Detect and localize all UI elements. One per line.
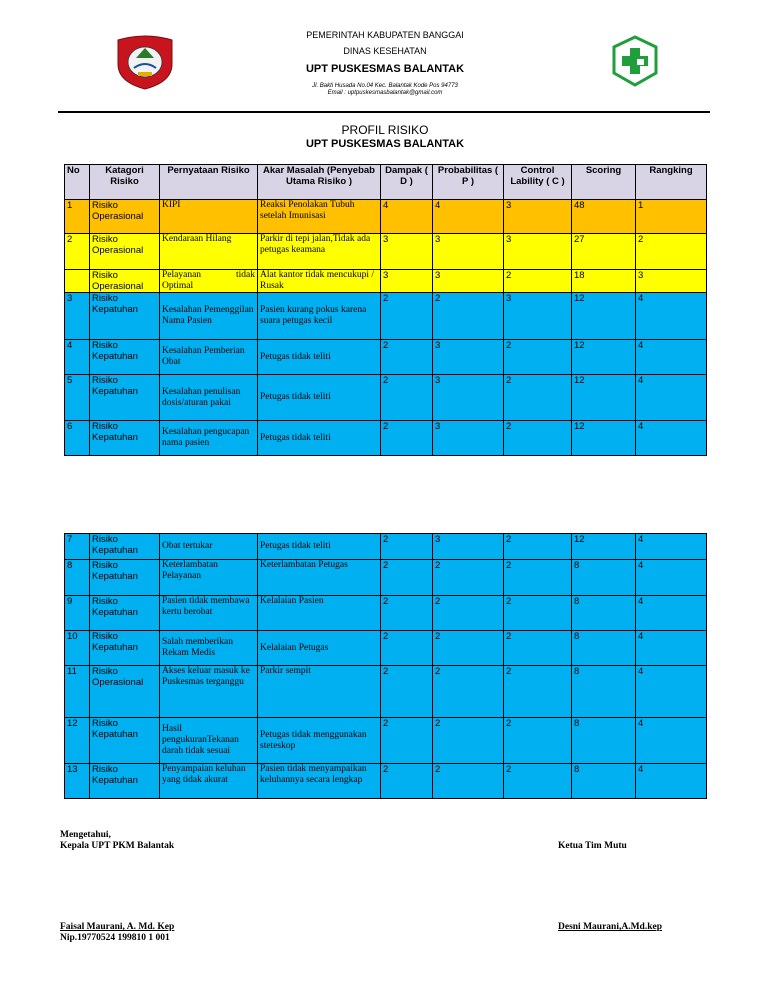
col-header-akar: Akar Masalah (Penyebab Utama Risiko ): [258, 165, 381, 200]
col-header-rangking: Rangking: [636, 165, 707, 200]
cell-p: 3: [433, 340, 504, 375]
cell-c: 2: [504, 560, 572, 596]
cell-d: 3: [381, 234, 433, 270]
cell-pernyataan: Kendaraan Hilang: [160, 234, 258, 270]
cell-rank: 2: [636, 234, 707, 270]
cell-rank: 4: [636, 534, 707, 560]
cell-pernyataan: KIPI: [160, 200, 258, 234]
cell-pernyataan: Pasien tidak membawa kertu berobat: [160, 596, 258, 631]
cell-kategori: Risiko Kepatuhan: [90, 631, 160, 666]
cell-p: 3: [433, 534, 504, 560]
header-line2: DINAS KESEHATAN: [343, 46, 427, 56]
cell-no: 13: [65, 764, 90, 799]
cell-score: 12: [572, 534, 636, 560]
cell-score: 8: [572, 560, 636, 596]
cell-akar: Pasien tidak menyampaikan keluhannya secara lengkap: [258, 764, 381, 799]
page-title: PROFIL RISIKO: [341, 123, 429, 137]
cell-pernyataan: Keterlambatan Pelayanan: [160, 560, 258, 596]
header-line1: PEMERINTAH KABUPATEN BANGGAI: [306, 30, 464, 40]
cell-rank: 4: [636, 596, 707, 631]
cell-p: 3: [433, 375, 504, 421]
cell-d: 2: [381, 718, 433, 764]
cell-c: 3: [504, 293, 572, 340]
cell-akar: Parkir di tepi jalan,Tidak ada petugas keamana: [258, 234, 381, 270]
col-header-kategori: Katagori Risiko: [90, 165, 160, 200]
cell-rank: 4: [636, 375, 707, 421]
cell-pernyataan: Kesalahan pengucapan nama pasien: [160, 421, 258, 456]
cell-d: 2: [381, 293, 433, 340]
cell-d: 2: [381, 340, 433, 375]
cell-no: 8: [65, 560, 90, 596]
cell-p: 3: [433, 234, 504, 270]
table-row: [65, 293, 707, 340]
cell-p: 3: [433, 421, 504, 456]
cell-c: 2: [504, 631, 572, 666]
cell-c: 2: [504, 270, 572, 293]
cell-pernyataan: Kesalahan penulisan dosis/aturan pakai: [160, 375, 258, 421]
cell-no: 5: [65, 375, 90, 421]
cell-score: 8: [572, 631, 636, 666]
cell-score: 12: [572, 375, 636, 421]
cell-pernyataan: Salah memberikan Rekam Medis: [160, 631, 258, 666]
table-row: [65, 560, 707, 596]
table-row: [65, 375, 707, 421]
cell-akar: Alat kantor tidak mencukupi / Rusak: [258, 270, 381, 293]
cell-c: 2: [504, 666, 572, 718]
table-row: [65, 234, 707, 270]
table-row: [65, 340, 707, 375]
cell-rank: 4: [636, 293, 707, 340]
cell-no: [65, 270, 90, 293]
cell-rank: 4: [636, 560, 707, 596]
cell-p: 2: [433, 596, 504, 631]
header-address: Jl. Bakti Husada No.04 Kec. Balantak Kode Pos 94773: [312, 83, 458, 89]
cell-rank: 1: [636, 200, 707, 234]
cell-pernyataan: Penyampaian keluhan yang tidak akurat: [160, 764, 258, 799]
sig-right-name: Desni Maurani,A.Md.kep: [558, 922, 662, 932]
cell-score: 18: [572, 270, 636, 293]
cell-d: 2: [381, 375, 433, 421]
cell-p: 2: [433, 293, 504, 340]
table-row: [65, 421, 707, 456]
cell-rank: 4: [636, 764, 707, 799]
cell-d: 2: [381, 560, 433, 596]
table-row: [65, 200, 707, 234]
banggai-crest-logo: [114, 34, 176, 90]
cell-p: 2: [433, 666, 504, 718]
risk-table-2: [64, 533, 707, 799]
cell-p: 2: [433, 631, 504, 666]
sig-left-nip: Nip.19770524 199810 1 001: [60, 933, 170, 943]
cell-d: 2: [381, 534, 433, 560]
cell-akar: Pasien kurang pokus karena suara petugas kecil: [258, 293, 381, 340]
cell-score: 27: [572, 234, 636, 270]
cell-d: 2: [381, 764, 433, 799]
col-header-scoring: Scoring: [572, 165, 636, 200]
cell-pernyataan: Akses keluar masuk ke Puskesmas terganggu: [160, 666, 258, 718]
cell-c: 2: [504, 718, 572, 764]
col-header-control: Control Lability ( C ): [504, 165, 572, 200]
table-row: [65, 596, 707, 631]
cell-pernyataan: Obat tertukar: [160, 534, 258, 560]
cell-score: 12: [572, 421, 636, 456]
cell-kategori: Risiko Operasional: [90, 270, 160, 293]
cell-no: 10: [65, 631, 90, 666]
sig-left-line1: Mengetahui,: [60, 830, 111, 840]
cell-akar: Kelalaian Pasien: [258, 596, 381, 631]
cell-score: 12: [572, 340, 636, 375]
header-email: Email : uptpuskesmasbalantak@gmail.com: [327, 90, 443, 96]
sig-left-name: Faisal Maurani, A. Md. Kep: [60, 922, 175, 932]
cell-no: 2: [65, 234, 90, 270]
cell-kategori: Risiko Kepatuhan: [90, 534, 160, 560]
cell-score: 8: [572, 596, 636, 631]
table-row: [65, 718, 707, 764]
cell-akar: Parkir sempit: [258, 666, 381, 718]
puskesmas-logo: [610, 35, 660, 87]
cell-score: 48: [572, 200, 636, 234]
header-divider: [58, 111, 710, 113]
cell-kategori: Risiko Operasional: [90, 234, 160, 270]
cell-akar: Petugas tidak teliti: [258, 375, 381, 421]
col-header-no: No: [65, 165, 90, 200]
cell-no: 6: [65, 421, 90, 456]
cell-no: 9: [65, 596, 90, 631]
cell-d: 4: [381, 200, 433, 234]
cell-score: 8: [572, 666, 636, 718]
cell-kategori: Risiko Kepatuhan: [90, 764, 160, 799]
cell-c: 2: [504, 596, 572, 631]
cell-c: 2: [504, 340, 572, 375]
cell-c: 2: [504, 421, 572, 456]
cell-rank: 4: [636, 631, 707, 666]
cell-kategori: Risiko Kepatuhan: [90, 596, 160, 631]
col-header-probabilitas: Probabilitas ( P ): [433, 165, 504, 200]
cell-c: 2: [504, 375, 572, 421]
cell-no: 1: [65, 200, 90, 234]
cell-d: 2: [381, 596, 433, 631]
cell-p: 2: [433, 764, 504, 799]
cell-no: 11: [65, 666, 90, 718]
cell-p: 3: [433, 270, 504, 293]
cell-kategori: Risiko Kepatuhan: [90, 560, 160, 596]
cell-p: 4: [433, 200, 504, 234]
page-subtitle: UPT PUSKESMAS BALANTAK: [305, 138, 465, 150]
cell-no: 12: [65, 718, 90, 764]
sig-left-line2: Kepala UPT PKM Balantak: [60, 841, 175, 851]
cell-rank: 3: [636, 270, 707, 293]
cell-akar: Petugas tidak teliti: [258, 421, 381, 456]
cell-d: 2: [381, 421, 433, 456]
sig-right-title: Ketua Tim Mutu: [558, 841, 627, 851]
cell-c: 2: [504, 764, 572, 799]
cell-rank: 4: [636, 340, 707, 375]
cell-pernyataan: Hasil pengukuranTekanan darah tidak sesuai: [160, 718, 258, 764]
cell-c: 3: [504, 200, 572, 234]
cell-kategori: Risiko Operasional: [90, 666, 160, 718]
cell-pernyataan: Kesalahan Pemenggilan Nama Pasien: [160, 293, 258, 340]
cell-score: 12: [572, 293, 636, 340]
col-header-dampak: Dampak ( D ): [381, 165, 433, 200]
cell-score: 8: [572, 764, 636, 799]
cell-akar: Petugas tidak teliti: [258, 340, 381, 375]
cell-no: 4: [65, 340, 90, 375]
cell-pernyataan: Pelayanan tidak Optimal: [160, 270, 258, 293]
cell-kategori: Risiko Operasional: [90, 200, 160, 234]
cell-akar: Keterlambatan Petugas: [258, 560, 381, 596]
cell-kategori: Risiko Kepatuhan: [90, 375, 160, 421]
cell-akar: Kelalaian Petugas: [258, 631, 381, 666]
cell-d: 2: [381, 631, 433, 666]
table-row: [65, 764, 707, 799]
cell-kategori: Risiko Kepatuhan: [90, 293, 160, 340]
cell-p: 2: [433, 718, 504, 764]
cell-kategori: Risiko Kepatuhan: [90, 421, 160, 456]
cell-pernyataan: Kesalahan Pemberian Obat: [160, 340, 258, 375]
table-row: [65, 534, 707, 560]
cell-akar: Petugas tidak menggunakan steteskop: [258, 718, 381, 764]
header-line3: UPT PUSKESMAS BALANTAK: [305, 63, 465, 75]
table-row: [65, 270, 707, 293]
cell-no: 7: [65, 534, 90, 560]
cell-d: 2: [381, 666, 433, 718]
table-row: [65, 631, 707, 666]
cell-rank: 4: [636, 666, 707, 718]
cell-d: 3: [381, 270, 433, 293]
cell-c: 3: [504, 234, 572, 270]
cell-score: 8: [572, 718, 636, 764]
col-header-pernyataan: Pernyataan Risiko: [160, 165, 258, 200]
cell-rank: 4: [636, 718, 707, 764]
cell-kategori: Risiko Kepatuhan: [90, 718, 160, 764]
cell-rank: 4: [636, 421, 707, 456]
cell-akar: Petugas tidak teliti: [258, 534, 381, 560]
cell-akar: Reaksi Penolakan Tubuh setelah Imunisasi: [258, 200, 381, 234]
cell-no: 3: [65, 293, 90, 340]
cell-kategori: Risiko Kepatuhan: [90, 340, 160, 375]
table-row: [65, 666, 707, 718]
cell-p: 2: [433, 560, 504, 596]
cell-c: 2: [504, 534, 572, 560]
risk-table-1: [64, 164, 707, 456]
